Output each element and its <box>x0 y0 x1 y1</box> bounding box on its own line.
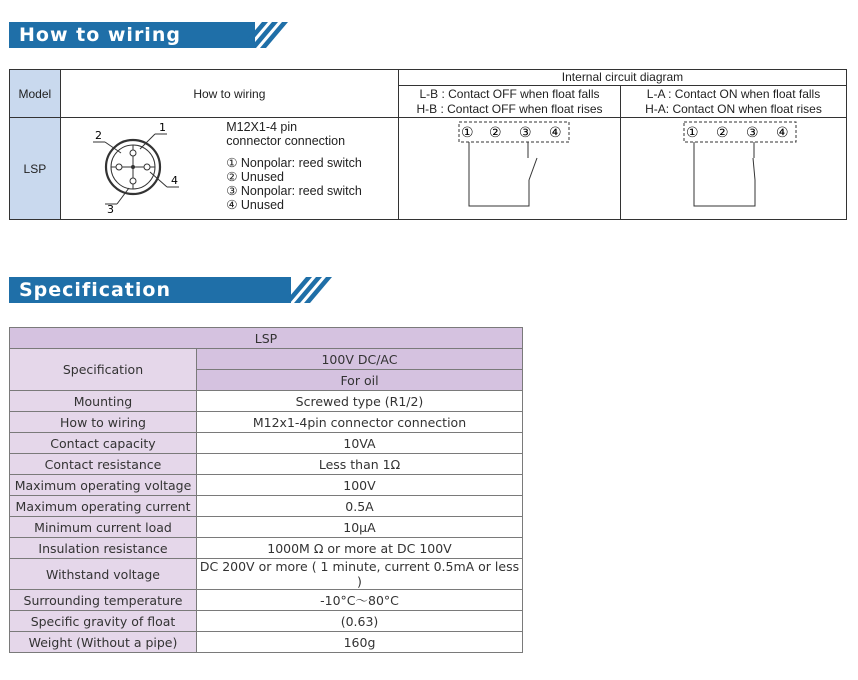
spec-row <box>10 611 523 632</box>
spec-row-value: 0.5A <box>197 496 523 517</box>
circuit-diagram-b-cell <box>398 118 620 220</box>
connector-pin-3-label: 3 <box>106 203 114 216</box>
la-ha-header <box>620 86 846 118</box>
wiring-section-title <box>9 22 255 48</box>
pin-4-description: ④ Unused <box>226 198 284 212</box>
connector-diagram-cell <box>60 118 220 220</box>
connector-pin-2-label: 2 <box>94 129 102 142</box>
terminal-1: ① <box>460 125 474 141</box>
spec-row-label: Mounting <box>10 391 197 412</box>
spec-row <box>10 559 523 590</box>
spec-row-label: Contact resistance <box>10 454 197 475</box>
spec-row-value: 160g <box>197 632 523 653</box>
spec-row-label: Surrounding temperature <box>10 590 197 611</box>
spec-row-value: DC 200V or more ( 1 minute, current 0.5mA or less ) <box>197 559 523 590</box>
connector-title-line2: connector connection <box>226 134 346 148</box>
terminal-2: ② <box>488 125 502 141</box>
spec-row <box>10 475 523 496</box>
spec-row-label: Minimum current load <box>10 517 197 538</box>
hb-label: H-B : Contact OFF when float rises <box>416 101 603 116</box>
spec-row-value: 10VA <box>197 433 523 454</box>
wiring-section-title-text: How to wiring <box>19 24 181 46</box>
specification-voltage: 100V DC/AC <box>197 349 523 370</box>
stripes-decoration <box>240 22 296 48</box>
terminal-2: ② <box>715 125 729 141</box>
connector-title-line1: M12X1-4 pin <box>226 120 298 134</box>
terminal-3: ③ <box>745 125 759 141</box>
specification-usage: For oil <box>197 370 523 391</box>
spec-row <box>10 517 523 538</box>
pin-2-description: ② Unused <box>226 170 284 184</box>
spec-row-label: How to wiring <box>10 412 197 433</box>
spec-model-header: LSP <box>10 328 523 349</box>
internal-circuit-header: Internal circuit diagram <box>398 70 846 86</box>
spec-row <box>10 433 523 454</box>
terminal-3: ③ <box>518 125 532 141</box>
spec-row <box>10 590 523 611</box>
stripes-decoration <box>284 277 340 303</box>
pin-3-description: ③ Nonpolar: reed switch <box>226 184 362 198</box>
spec-row-value: -10°C～80°C <box>197 590 523 611</box>
spec-row <box>10 538 523 559</box>
wiring-table <box>9 69 847 220</box>
spec-row <box>10 632 523 653</box>
spec-row-value: (0.63) <box>197 611 523 632</box>
spec-row-label: Weight (Without a pipe) <box>10 632 197 653</box>
spec-row <box>10 391 523 412</box>
spec-row-value: 100V <box>197 475 523 496</box>
connector-pin-1-label: 1 <box>158 121 166 134</box>
model-cell: LSP <box>10 118 61 220</box>
spec-section-title-text: Specification <box>19 279 171 301</box>
spec-table <box>9 327 523 653</box>
spec-row-label: Specific gravity of float <box>10 611 197 632</box>
la-label: L-A : Contact ON when float falls <box>646 86 821 101</box>
spec-row-label: Maximum operating current <box>10 496 197 517</box>
model-header: Model <box>10 70 61 118</box>
spec-row-value: Less than 1Ω <box>197 454 523 475</box>
how-to-wiring-header: How to wiring <box>60 70 398 118</box>
terminal-1: ① <box>685 125 699 141</box>
spec-row <box>10 454 523 475</box>
spec-row <box>10 412 523 433</box>
spec-row-label: Insulation resistance <box>10 538 197 559</box>
pin-1-description: ① Nonpolar: reed switch <box>226 156 362 170</box>
lb-hb-header <box>398 86 620 118</box>
circuit-diagram-b <box>399 118 620 216</box>
connector-diagram <box>61 118 220 216</box>
spec-row-value: M12x1-4pin connector connection <box>197 412 523 433</box>
circuit-diagram-a-cell <box>620 118 846 220</box>
pin-description-cell <box>220 118 398 220</box>
terminal-4: ④ <box>775 125 789 141</box>
spec-row-value: 1000M Ω or more at DC 100V <box>197 538 523 559</box>
specification-label: Specification <box>10 349 197 391</box>
terminal-4: ④ <box>548 125 562 141</box>
spec-row-label: Contact capacity <box>10 433 197 454</box>
lb-label: L-B : Contact OFF when float falls <box>419 86 600 101</box>
spec-row-label: Maximum operating voltage <box>10 475 197 496</box>
spec-row-value: 10μA <box>197 517 523 538</box>
spec-row <box>10 496 523 517</box>
spec-row-label: Withstand voltage <box>10 559 197 590</box>
circuit-diagram-a <box>621 118 846 216</box>
connector-pin-4-label: 4 <box>170 174 178 187</box>
ha-label: H-A: Contact ON when float rises <box>645 101 822 116</box>
spec-section-title <box>9 277 291 303</box>
spec-row-value: Screwed type (R1/2) <box>197 391 523 412</box>
